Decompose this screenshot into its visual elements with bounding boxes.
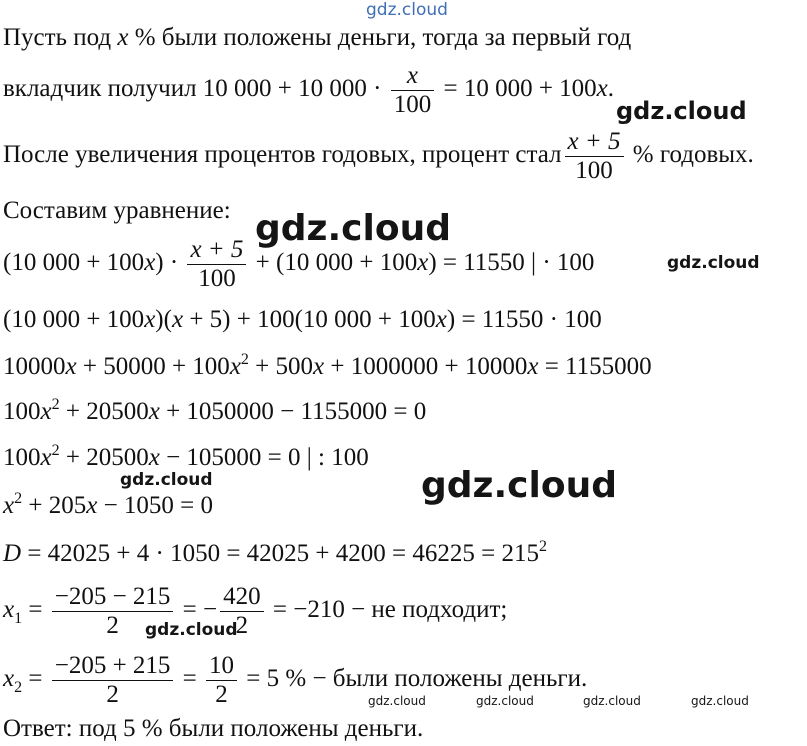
variable: x: [65, 353, 77, 380]
watermark: gdz.cloud: [421, 465, 617, 506]
variable: x: [527, 353, 539, 380]
equation-line-9: [3, 443, 369, 473]
answer-text: Ответ: под 5 % были положены деньги.: [3, 715, 424, 742]
variable: x: [86, 492, 98, 519]
text: − 1050 = 0: [97, 492, 214, 519]
watermark: gdz.cloud: [667, 253, 760, 273]
fraction-numerator: −205 − 215: [54, 583, 171, 610]
variable: x: [171, 306, 184, 333]
fraction-numerator: x: [406, 62, 419, 89]
variable: x: [144, 306, 156, 333]
text: + 50000 + 100: [76, 353, 230, 380]
watermark: gdz.cloud: [583, 694, 641, 708]
text: 100: [3, 444, 41, 471]
text: + 20500: [59, 444, 149, 471]
text: = 10 000 + 100: [437, 75, 597, 103]
fraction: [52, 652, 174, 709]
text: вкладчик получил 10 000 + 10 000 ·: [3, 75, 388, 103]
watermark: gdz.cloud: [368, 694, 426, 708]
variable: x: [144, 249, 156, 277]
variable: x: [3, 665, 15, 693]
fraction-numerator: x + 5: [567, 128, 621, 155]
fraction-denominator: 100: [391, 90, 435, 119]
variable: x: [40, 398, 52, 425]
exponent: 2: [51, 442, 60, 459]
fraction-denominator: 2: [220, 611, 264, 640]
text: % были положены деньги, тогда за первый год: [128, 24, 632, 51]
text-line-2: [3, 62, 614, 119]
subscript: 2: [14, 679, 23, 697]
equation-line-10: [3, 491, 213, 521]
exponent: 2: [240, 351, 249, 368]
text: ) = 11550 · 100: [446, 306, 602, 333]
variable: x: [417, 249, 429, 277]
equation-line-8: [3, 397, 426, 427]
fraction-numerator: −205 + 215: [54, 652, 171, 679]
text: − 105000 = 0 | : 100: [159, 444, 369, 471]
equation-line-5: [3, 236, 594, 293]
watermark: gdz.cloud: [145, 620, 238, 640]
text: =: [22, 665, 49, 693]
fraction: [220, 583, 264, 640]
subscript: 1: [14, 610, 23, 628]
text: % годовых.: [626, 141, 754, 169]
equation-line-6: [3, 305, 602, 335]
exponent: 2: [14, 490, 23, 507]
text-line-3: [3, 128, 754, 185]
fraction: [187, 236, 246, 293]
fraction: [206, 652, 237, 709]
fraction-numerator: x + 5: [190, 236, 244, 263]
text: 100: [3, 398, 41, 425]
fraction: [391, 62, 435, 119]
text: + 1050000 − 1155000 = 0: [159, 398, 427, 425]
variable: x: [3, 596, 15, 624]
equation-line-13: [3, 652, 587, 709]
text: = 5 % − были положены деньги.: [240, 665, 588, 693]
equation-line-12: [3, 583, 507, 640]
exponent: 2: [538, 538, 547, 555]
text: )(: [155, 306, 172, 333]
watermark: gdz.cloud: [120, 470, 213, 490]
text: + 5) + 100(10 000 + 100: [183, 306, 436, 333]
text: После увеличения процентов годовых, процент стал: [3, 141, 562, 169]
text: 10000: [3, 353, 66, 380]
text: = −: [176, 596, 218, 624]
variable: x: [117, 24, 129, 51]
variable: x: [3, 492, 15, 519]
text-line-1: [3, 23, 631, 53]
fraction-denominator: 2: [206, 680, 237, 709]
text: + (10 000 + 100: [249, 249, 418, 277]
text: + 205: [22, 492, 87, 519]
variable: x: [313, 353, 325, 380]
fraction: [565, 128, 624, 185]
text: Составим уравнение:: [3, 197, 231, 224]
variable: D: [3, 540, 22, 567]
fraction: [52, 583, 174, 640]
text: = 42025 + 4 · 1050 = 42025 + 4200 = 46225 = 215: [21, 540, 539, 567]
text: + 500: [248, 353, 314, 380]
equation-line-11: [3, 539, 547, 569]
text: ) ·: [155, 249, 185, 277]
text: ) = 11550 | · 100: [428, 249, 595, 277]
text: (10 000 + 100: [3, 306, 145, 333]
watermark: gdz.cloud: [616, 97, 747, 125]
variable: x: [435, 306, 447, 333]
equation-line-7: [3, 352, 652, 382]
answer-line: [3, 714, 423, 744]
text: + 1000000 + 10000: [324, 353, 528, 380]
watermark-top: gdz.cloud: [366, 0, 448, 20]
text: Пусть под: [3, 24, 118, 51]
fraction-denominator: 2: [52, 611, 174, 640]
fraction-denominator: 100: [187, 264, 246, 293]
watermark: gdz.cloud: [476, 694, 534, 708]
fraction-denominator: 2: [52, 680, 174, 709]
variable: x: [148, 398, 160, 425]
text-line-4: [3, 196, 231, 226]
text: = −210 − не подходит;: [266, 596, 508, 624]
variable: x: [229, 353, 241, 380]
text: + 20500: [59, 398, 149, 425]
variable: x: [596, 75, 608, 103]
variable: x: [40, 444, 52, 471]
variable: x: [148, 444, 160, 471]
fraction-numerator: 420: [223, 583, 261, 610]
exponent: 2: [51, 396, 60, 413]
watermark: gdz.cloud: [691, 694, 749, 708]
fraction-numerator: 10: [209, 652, 235, 679]
text: .: [607, 75, 615, 103]
text: (10 000 + 100: [3, 249, 145, 277]
fraction-denominator: 100: [565, 156, 624, 185]
text: =: [176, 665, 204, 693]
text: =: [22, 596, 49, 624]
watermark: gdz.cloud: [255, 208, 451, 249]
text: = 1155000: [538, 353, 652, 380]
